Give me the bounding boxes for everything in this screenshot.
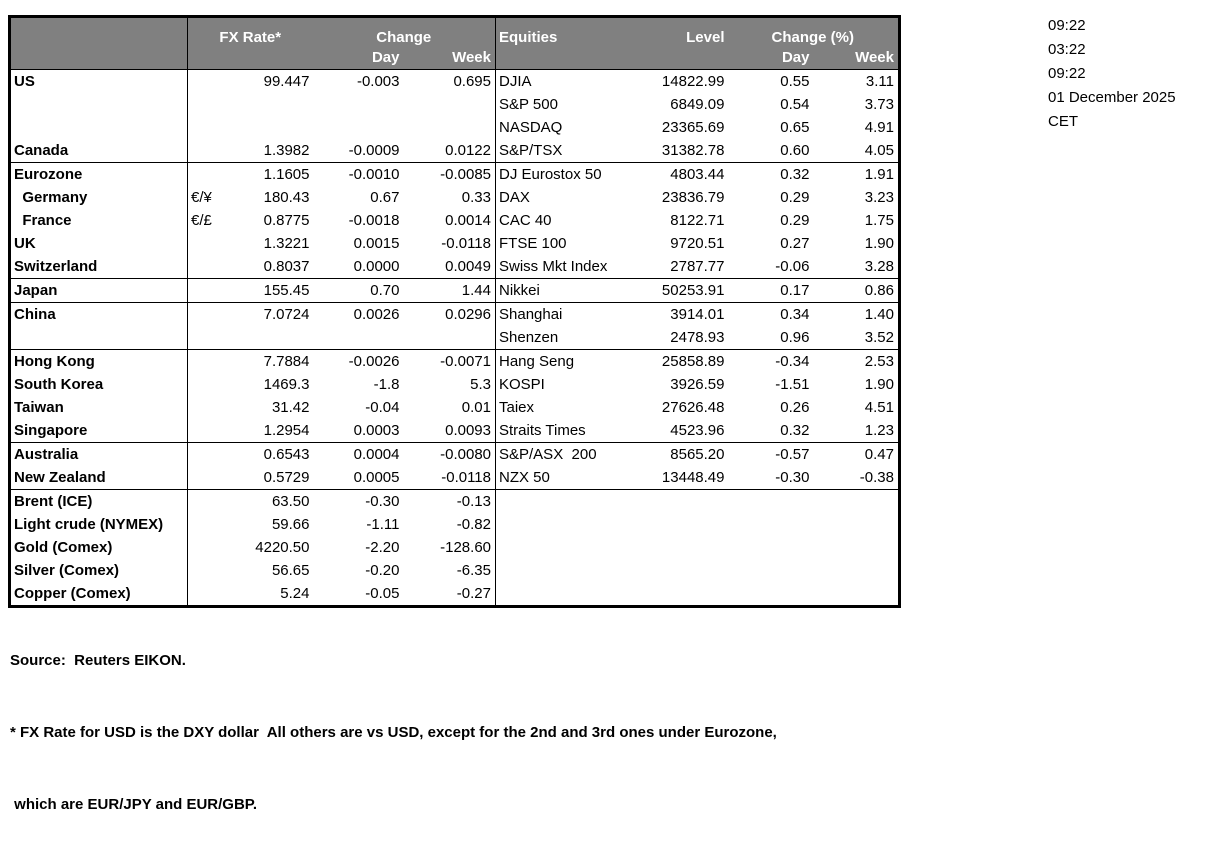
fx-change-day-cell: 0.0005: [353, 469, 400, 486]
equity-level-cell: 6849.09: [670, 96, 725, 113]
fx-rate-header: FX Rate*: [188, 17, 314, 47]
footnotes: [10, 601, 777, 865]
fx-change-day-cell: [314, 116, 404, 139]
equity-change-week-cell: [814, 536, 900, 559]
equity-level-cell: 2787.77: [670, 258, 725, 275]
table-row: [10, 419, 900, 443]
equity-change-day-cell: 0.96: [780, 329, 810, 346]
fx-pair-cell: [188, 350, 222, 374]
fx-change-week-cell: 1.44: [404, 279, 496, 303]
fx-change-day-cell: -1.11: [366, 516, 400, 533]
timestamp-line: CET: [1048, 113, 1078, 130]
equity-change-week-cell: 0.47: [814, 443, 900, 467]
fx-label-cell: Singapore: [10, 419, 188, 443]
equity-change-day-cell: -1.51: [775, 376, 810, 393]
fx-rate-cell: 0.5729: [263, 469, 310, 486]
fx-change-day-cell: -0.003: [356, 73, 400, 90]
fx-change-day-cell: [314, 93, 404, 116]
fx-pair-cell: [188, 513, 222, 536]
fx-change-day-cell: [314, 326, 404, 350]
equity-change-day-cell: -0.06: [775, 258, 810, 275]
equity-name-cell: DJIA: [499, 73, 532, 90]
equity-change-day-cell: 0.34: [729, 303, 814, 327]
market-table-body: [10, 70, 900, 607]
fx-label-cell: UK: [10, 232, 188, 255]
fx-pair-cell: [188, 419, 222, 443]
table-row: [10, 209, 900, 232]
fx-change-week-cell: 0.01: [404, 396, 496, 419]
equity-change-day-cell: 0.32: [780, 422, 810, 439]
equity-change-week-cell: 3.11: [865, 73, 894, 90]
fx-change-week-cell: -128.60: [404, 536, 496, 559]
fx-change-day-cell: 0.0015: [353, 235, 400, 252]
fx-change-day-cell: -0.20: [365, 562, 400, 579]
fx-change-week-cell: 0.0014: [404, 209, 496, 232]
equity-level-cell: 25858.89: [647, 350, 729, 374]
fx-label-cell: Copper (Comex): [10, 582, 188, 607]
equity-name-cell: S&P/TSX: [499, 142, 563, 159]
fx-pair-cell: €/£: [191, 212, 212, 229]
empty-header-cell: [222, 46, 314, 70]
fx-label-cell: Hong Kong: [10, 350, 188, 374]
equity-change-week-cell: 4.51: [864, 399, 894, 416]
equity-level-cell: 14822.99: [661, 73, 725, 90]
fx-label-cell: Gold (Comex): [10, 536, 188, 559]
fx-label-cell: Germany: [10, 186, 188, 209]
table-row: [10, 396, 900, 419]
fx-rate-cell: [222, 93, 314, 116]
fx-change-day-cell: -0.0009: [348, 142, 400, 159]
equity-change-day-cell: [729, 536, 814, 559]
fx-change-week-cell: [404, 326, 496, 350]
fx-rate-cell: 1.3982: [263, 142, 310, 159]
fx-label-cell: [10, 93, 188, 116]
equity-change-week-cell: 4.91: [864, 119, 894, 136]
equity-level-cell: 31382.78: [661, 142, 725, 159]
equity-name-cell: S&P 500: [499, 96, 558, 113]
fx-rate-cell: 1469.3: [263, 376, 310, 393]
equity-change-week-cell: 1.91: [814, 163, 900, 187]
fx-label-cell: Taiwan: [10, 396, 188, 419]
equity-change-week-cell: 4.05: [864, 142, 894, 159]
fx-pair-cell: [188, 490, 222, 514]
table-row: [10, 116, 900, 139]
fx-change-day-cell: 0.70: [314, 279, 404, 303]
fx-label-cell: Silver (Comex): [10, 559, 188, 582]
equity-level-cell: 50253.91: [647, 279, 729, 303]
fx-change-week-cell: 0.695: [404, 70, 496, 94]
equity-level-cell: [647, 490, 729, 514]
table-row: [10, 186, 900, 209]
fx-pair-cell: [188, 396, 222, 419]
equity-day-header: Day: [729, 46, 814, 70]
equity-level-cell: 13448.49: [661, 469, 725, 486]
fx-change-week-cell: 0.33: [404, 186, 496, 209]
fx-change-week-cell: -0.82: [404, 513, 496, 536]
timestamp-block: [1048, 14, 1176, 134]
equity-change-week-cell: 0.86: [814, 279, 900, 303]
fx-rate-cell: 0.8037: [263, 258, 310, 275]
fx-rate-cell: 59.66: [271, 516, 310, 533]
fx-change-day-cell: -2.20: [365, 539, 400, 556]
fx-change-week-cell: -0.0118: [404, 466, 496, 490]
market-table-header: [10, 17, 900, 70]
timestamp-line: 01 December 2025: [1048, 89, 1176, 106]
equity-change-day-cell: 0.29: [780, 212, 810, 229]
fx-change-week-cell: -0.0085: [404, 163, 496, 187]
fx-label-cell: Light crude (NYMEX): [10, 513, 188, 536]
table-row: [10, 70, 900, 94]
fx-change-week-cell: 0.0093: [404, 419, 496, 443]
fx-pair-cell: [188, 303, 222, 327]
equity-name-cell: [496, 559, 647, 582]
equity-level-cell: 9720.51: [670, 235, 725, 252]
equity-level-cell: [647, 513, 729, 536]
equity-change-day-cell: 0.26: [780, 399, 810, 416]
fx-change-week-cell: [404, 93, 496, 116]
fx-rate-cell: 4220.50: [255, 539, 310, 556]
equity-level-cell: [647, 536, 729, 559]
equity-name-cell: CAC 40: [499, 212, 552, 229]
table-row: [10, 466, 900, 490]
equity-change-week-cell: -0.38: [859, 469, 894, 486]
equity-name-cell: Straits Times: [499, 422, 586, 439]
table-row: [10, 443, 900, 467]
fx-pair-cell: [188, 559, 222, 582]
fx-rate-cell: 7.7884: [222, 350, 314, 374]
table-row: [10, 163, 900, 187]
fx-label-cell: Australia: [10, 443, 188, 467]
fx-change-week-cell: 5.3: [404, 373, 496, 396]
equity-change-week-cell: 1.90: [864, 235, 894, 252]
fx-change-day-cell: -0.04: [365, 399, 400, 416]
table-row: [10, 490, 900, 514]
equity-change-week-cell: 3.23: [864, 189, 894, 206]
equity-change-week-cell: [814, 559, 900, 582]
fx-pair-cell: [188, 536, 222, 559]
equity-change-day-cell: 0.65: [780, 119, 810, 136]
equity-change-day-cell: [729, 559, 814, 582]
table-row: [10, 513, 900, 536]
equity-name-cell: Swiss Mkt Index: [499, 258, 608, 275]
equity-change-week-cell: 1.90: [864, 376, 894, 393]
market-table: [8, 15, 901, 608]
fx-label-cell: [10, 326, 188, 350]
fx-change-day-cell: 0.0026: [314, 303, 404, 327]
fx-corner-cell: [10, 17, 188, 47]
fx-change-day-cell: 0.0000: [353, 258, 400, 275]
fx-change-day-cell: -0.0010: [314, 163, 404, 187]
timestamp-line: 09:22: [1048, 17, 1086, 34]
fx-change-day-cell: -0.05: [365, 585, 400, 602]
empty-header-cell: [496, 46, 647, 70]
header-row-2: [10, 46, 900, 70]
fx-label-cell: Japan: [10, 279, 188, 303]
fx-rate-cell: 31.42: [271, 399, 310, 416]
timestamp-line: 09:22: [1048, 65, 1086, 82]
table-row: [10, 255, 900, 279]
fx-corner-cell: [10, 46, 188, 70]
equity-change-day-cell: -0.57: [729, 443, 814, 467]
equity-name-cell: Shenzen: [499, 329, 559, 346]
equity-level-cell: 3926.59: [670, 376, 725, 393]
equity-name-cell: [496, 490, 647, 514]
equity-change-day-cell: 0.55: [780, 73, 810, 90]
equity-change-day-cell: 0.17: [729, 279, 814, 303]
equity-name-cell: KOSPI: [499, 376, 545, 393]
fx-change-day-cell: 0.67: [370, 189, 400, 206]
equity-level-cell: 2478.93: [670, 329, 725, 346]
fx-pair-cell: [188, 70, 222, 94]
equity-change-week-cell: 1.75: [864, 212, 894, 229]
equity-level-cell: 23365.69: [661, 119, 725, 136]
equity-name-cell: DAX: [499, 189, 530, 206]
fx-change-day-cell: -0.0026: [314, 350, 404, 374]
fx-label-cell: Eurozone: [10, 163, 188, 187]
table-row: [10, 326, 900, 350]
table-row: [10, 303, 900, 327]
table-row: [10, 373, 900, 396]
equity-change-pct-header: Change (%): [729, 17, 900, 47]
table-row: [10, 350, 900, 374]
fx-rate-cell: 7.0724: [222, 303, 314, 327]
timestamp-line: 03:22: [1048, 41, 1086, 58]
equity-name-cell: Hang Seng: [496, 350, 647, 374]
fx-rate-cell: 180.43: [263, 189, 310, 206]
fx-pair-cell: [188, 255, 222, 279]
fx-pair-cell: [188, 443, 222, 467]
fx-rate-cell: 0.8775: [263, 212, 310, 229]
fx-label-cell: China: [10, 303, 188, 327]
fx-rate-cell: 5.24: [280, 585, 310, 602]
fx-change-day-cell: 0.0003: [353, 422, 400, 439]
equity-change-week-cell: 3.73: [864, 96, 894, 113]
fx-note-line1: * FX Rate for USD is the DXY dollar All others are vs USD, except for the 2nd and 3rd ones under Eurozone,: [10, 724, 777, 741]
fx-change-week-cell: [404, 116, 496, 139]
fx-rate-cell: 1.2954: [263, 422, 310, 439]
fx-rate-cell: 1.3221: [263, 235, 310, 252]
fx-label-cell: South Korea: [10, 373, 188, 396]
fx-label-cell: Switzerland: [10, 255, 188, 279]
fx-pair-cell: [188, 93, 222, 116]
table-row: [10, 232, 900, 255]
equity-change-week-cell: 1.40: [814, 303, 900, 327]
equity-change-week-cell: 3.28: [864, 258, 894, 275]
fx-change-day-cell: -1.8: [373, 376, 400, 393]
equity-name-cell: FTSE 100: [499, 235, 567, 252]
fx-label-cell: Canada: [10, 139, 188, 163]
equity-name-cell: S&P/ASX 200: [496, 443, 647, 467]
fx-pair-cell: [188, 232, 222, 255]
fx-label-cell: France: [10, 209, 188, 232]
equity-change-day-cell: 0.29: [780, 189, 810, 206]
fx-pair-cell: [188, 279, 222, 303]
fx-change-day-cell: 0.0004: [314, 443, 404, 467]
table-row: [10, 93, 900, 116]
equity-change-week-cell: [814, 513, 900, 536]
fx-day-header: Day: [314, 46, 404, 70]
equity-change-day-cell: 0.54: [780, 96, 810, 113]
equity-change-day-cell: [729, 490, 814, 514]
fx-change-week-cell: -0.0118: [404, 232, 496, 255]
fx-change-week-cell: -0.0071: [404, 350, 496, 374]
equity-name-cell: [496, 513, 647, 536]
fx-change-day-cell: -0.0018: [348, 212, 400, 229]
equity-name-cell: Taiex: [499, 399, 535, 416]
equity-name-cell: DJ Eurostox 50: [496, 163, 647, 187]
fx-pair-cell: [188, 139, 222, 163]
fx-rate-cell: 155.45: [222, 279, 314, 303]
fx-change-week-cell: -0.27: [404, 582, 496, 607]
fx-rate-cell: 63.50: [222, 490, 314, 514]
fx-rate-cell: 56.65: [271, 562, 310, 579]
equity-name-cell: NZX 50: [499, 469, 550, 486]
fx-change-header: Change: [314, 17, 496, 47]
equity-name-cell: Nikkei: [496, 279, 647, 303]
equity-level-cell: 3914.01: [647, 303, 729, 327]
fx-pair-cell: [188, 373, 222, 396]
equity-level-cell: 23836.79: [661, 189, 725, 206]
equity-name-cell: Shanghai: [496, 303, 647, 327]
fx-rate-cell: [222, 116, 314, 139]
fx-pair-cell: [188, 466, 222, 490]
empty-header-cell: [188, 46, 222, 70]
equity-level-cell: 8565.20: [647, 443, 729, 467]
fx-change-week-cell: -6.35: [404, 559, 496, 582]
equity-change-week-cell: [814, 582, 900, 607]
equity-change-day-cell: -0.34: [729, 350, 814, 374]
equity-change-week-cell: 2.53: [814, 350, 900, 374]
fx-change-week-cell: 0.0122: [404, 139, 496, 163]
fx-change-day-cell: -0.30: [314, 490, 404, 514]
equity-week-header: Week: [814, 46, 900, 70]
fx-rate-cell: 0.6543: [222, 443, 314, 467]
fx-label-cell: [10, 116, 188, 139]
equity-name-cell: [496, 536, 647, 559]
empty-header-cell: [647, 46, 729, 70]
fx-label-cell: Brent (ICE): [10, 490, 188, 514]
equity-change-week-cell: [814, 490, 900, 514]
fx-change-week-cell: -0.0080: [404, 443, 496, 467]
fx-change-week-cell: 0.0296: [404, 303, 496, 327]
fx-label-cell: US: [10, 70, 188, 94]
fx-pair-cell: [188, 326, 222, 350]
source-note: Source: Reuters EIKON.: [10, 652, 186, 669]
fx-rate-cell: [222, 326, 314, 350]
level-header: Level: [647, 17, 729, 47]
table-row: [10, 279, 900, 303]
fx-pair-cell: [188, 116, 222, 139]
equity-level-cell: 4803.44: [647, 163, 729, 187]
equities-header: Equities: [496, 17, 647, 47]
equity-change-day-cell: 0.60: [780, 142, 810, 159]
fx-pair-cell: €/¥: [191, 189, 212, 206]
fx-week-header: Week: [404, 46, 496, 70]
equity-change-day-cell: -0.30: [775, 469, 810, 486]
fx-change-week-cell: 0.0049: [404, 255, 496, 279]
table-row: [10, 536, 900, 559]
equity-change-day-cell: [729, 513, 814, 536]
equity-change-week-cell: 3.52: [864, 329, 894, 346]
fx-note-line2: which are EUR/JPY and EUR/GBP.: [10, 796, 258, 813]
table-row: [10, 139, 900, 163]
equity-level-cell: [647, 559, 729, 582]
equity-name-cell: NASDAQ: [499, 119, 563, 136]
fx-pair-cell: [188, 163, 222, 187]
header-row-1: [10, 17, 900, 47]
fx-label-cell: New Zealand: [10, 466, 188, 490]
fx-rate-cell: 1.1605: [222, 163, 314, 187]
equity-level-cell: 27626.48: [661, 399, 725, 416]
equity-level-cell: 4523.96: [670, 422, 725, 439]
equity-level-cell: 8122.71: [670, 212, 725, 229]
table-row: [10, 559, 900, 582]
fx-rate-cell: 99.447: [263, 73, 310, 90]
equity-change-week-cell: 1.23: [864, 422, 894, 439]
equity-change-day-cell: 0.27: [780, 235, 810, 252]
equity-change-day-cell: 0.32: [729, 163, 814, 187]
fx-change-week-cell: -0.13: [404, 490, 496, 514]
